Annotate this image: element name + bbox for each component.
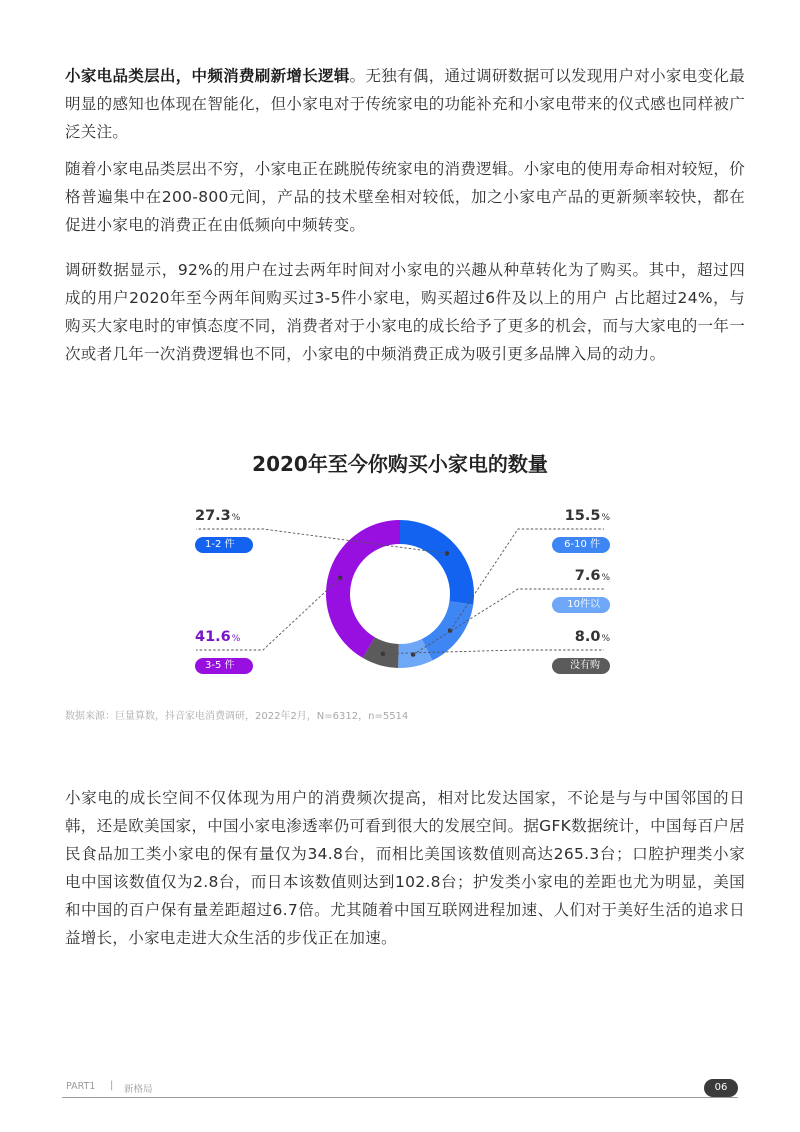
slice-category-badge: 10件以上 <box>552 597 610 613</box>
slice-value-label <box>575 568 610 584</box>
slice-value: 15.5 <box>564 508 601 524</box>
paragraph-3: 调研数据显示，92%的用户在过去两年时间对小家电的兴趣从种草转化为了购买。其中，超过四成的用户2020年至今两年间购买过3-5件小家电，购买超过6件及以上的用户 占比超过24%，与购买大家电时的审慎态度不同，消费者对于小家电的成长给予了更多的机会，而与大家电的一年一次或者几年一次消费逻辑也不同，小家电的中频消费正成为吸引更多品牌入局的动力。 <box>65 261 745 363</box>
paragraph-4: 小家电的成长空间不仅体现为用户的消费频次提高，相对比发达国家，不论是与与中国邻国的日韩，还是欧美国家，中国小家电渗透率仍可看到很大的发展空间。据GFK数据统计，中国每百户居民食品加工类小家电的保有量仅为34.8台，而相比美国该数值则高达265.3台；口腔护理类小家电中国该数值仅为2.8台，而日本该数值则达到102.8台；护发类小家电的差距也尤为明显，美国和中国的百户保有量差距超过6.7倍。尤其随着中国互联网进程加速、人们对于美好生活的追求日益增长，小家电走进大众生活的步伐正在加速。 <box>65 789 745 947</box>
slice-value: 7.6 <box>574 568 601 584</box>
slice-value: 27.3 <box>195 508 231 524</box>
slice-value-label <box>195 508 240 524</box>
data-source-note: 数据来源：巨量算数，抖音家电消费调研，2022年2月，N=6312，n=5514 <box>65 711 409 722</box>
slice-category-badge: 没有购买 <box>552 658 610 674</box>
slice-value-unit: % <box>601 513 610 523</box>
donut-slice <box>400 520 474 605</box>
slice-value: 41.6 <box>195 629 231 645</box>
slice-value: 8.0 <box>574 629 601 645</box>
slice-value-label <box>565 508 610 524</box>
paragraph-1 <box>65 62 745 146</box>
slice-category-badge: 1-2 件 <box>195 537 253 553</box>
footer-part-label: PART1 <box>66 1081 96 1092</box>
slice-value-label <box>575 629 610 645</box>
donut-slice <box>326 520 400 658</box>
chart-title: 2020年至今你购买小家电的数量 <box>252 452 548 476</box>
footer-rule <box>62 1097 738 1098</box>
page-number-badge: 06 <box>704 1079 738 1097</box>
paragraph-1-body: 。无独有偶，通过调研数据可以发现用户对小家电变化最明显的感知也体现在智能化，但小家电对于传统家电的功能补充和小家电带来的仪式感也同样被广泛关注。 <box>65 67 745 141</box>
paragraph-2: 随着小家电品类层出不穷，小家电正在跳脱传统家电的消费逻辑。小家电的使用寿命相对较短，价格普遍集中在200-800元间，产品的技术壁垒相对较低，加之小家电产品的更新频率较快，都在促进小家电的消费正在由低频向中频转变。 <box>65 160 745 234</box>
leader-lines <box>196 529 604 657</box>
slice-value-unit: % <box>231 513 241 523</box>
page-footer <box>62 1078 738 1100</box>
slice-category-badge: 6-10 件 <box>552 537 610 553</box>
footer-separator: | <box>110 1080 114 1091</box>
slice-value-unit: % <box>601 634 610 644</box>
slice-category-badge: 3-5 件 <box>195 658 253 674</box>
donut-chart-svg <box>0 500 800 700</box>
paragraph-1-lead: 小家电品类层出，中频消费刷新增长逻辑 <box>65 67 350 85</box>
slice-value-label <box>195 629 240 645</box>
slice-value-unit: % <box>231 634 241 644</box>
slice-value-unit: % <box>601 573 610 583</box>
donut-slices <box>326 520 474 668</box>
footer-section-label: 新格局 <box>124 1084 153 1095</box>
